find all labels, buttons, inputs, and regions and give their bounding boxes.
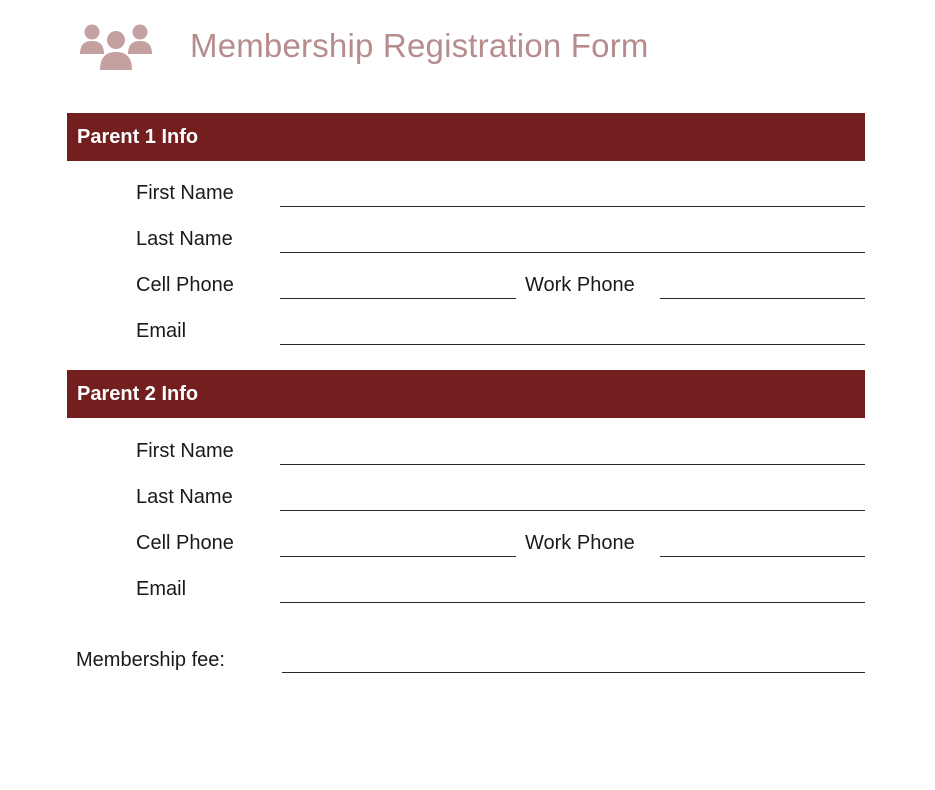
form-header <box>78 18 878 78</box>
last-name-label: Last Name <box>136 228 233 250</box>
last-name-label: Last Name <box>136 486 233 508</box>
work-phone-label: Work Phone <box>525 532 635 554</box>
parent-2-work-phone-field[interactable] <box>660 556 865 557</box>
first-name-label: First Name <box>136 182 234 204</box>
parent-1-first-name-field[interactable] <box>280 206 865 207</box>
email-label: Email <box>136 578 187 600</box>
section-header-parent-2 <box>67 370 865 418</box>
first-name-label: First Name <box>136 440 234 462</box>
cell-phone-label: Cell Phone <box>136 274 234 296</box>
membership-fee-field[interactable] <box>282 672 865 673</box>
parent-2-last-name-field[interactable] <box>280 510 865 511</box>
people-group-icon <box>78 20 158 72</box>
section-header-parent-1 <box>67 113 865 161</box>
cell-phone-label: Cell Phone <box>136 532 234 554</box>
section-title: Parent 2 Info <box>77 383 199 405</box>
section-title: Parent 1 Info <box>77 126 199 148</box>
email-label: Email <box>136 320 187 342</box>
membership-fee-label: Membership fee: <box>76 649 225 671</box>
parent-1-cell-phone-field[interactable] <box>280 298 516 299</box>
parent-1-last-name-field[interactable] <box>280 252 865 253</box>
parent-1-work-phone-field[interactable] <box>660 298 865 299</box>
parent-2-first-name-field[interactable] <box>280 464 865 465</box>
parent-1-email-field[interactable] <box>280 344 865 345</box>
parent-2-email-field[interactable] <box>280 602 865 603</box>
parent-2-cell-phone-field[interactable] <box>280 556 516 557</box>
work-phone-label: Work Phone <box>525 274 635 296</box>
page-title: Membership Registration Form <box>190 27 649 64</box>
